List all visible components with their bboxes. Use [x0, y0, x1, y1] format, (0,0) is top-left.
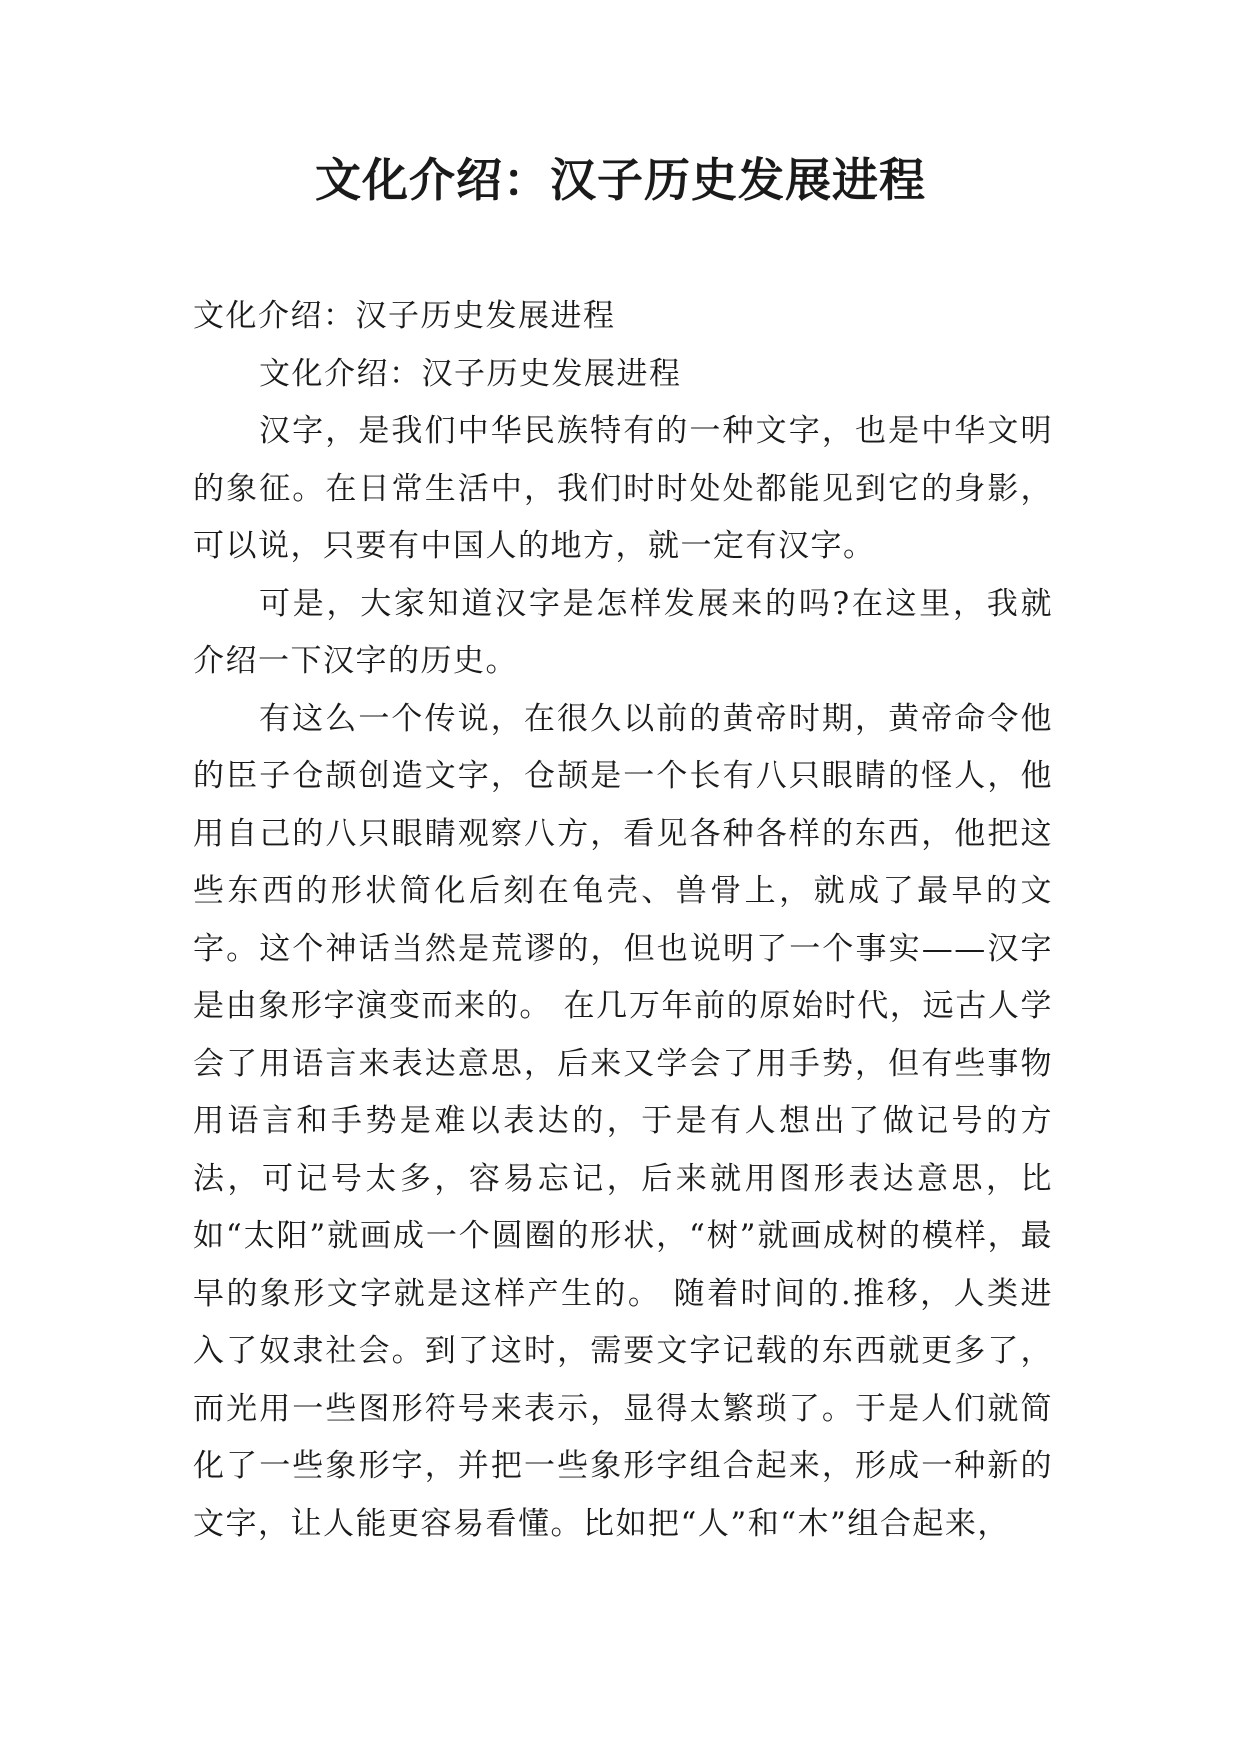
document-title: 文化介绍：汉子历史发展进程 [315, 153, 926, 207]
paragraph-subheading: 文化介绍：汉子历史发展进程 [259, 355, 682, 392]
paragraph: 有这么一个传说，在很久以前的黄帝时期，黄帝命令他的臣子仓颉创造文字，仓颉是一个长有八只眼睛的怪人，他用自己的八只眼睛观察八方，看见各种各样的东西，他把这些东西的形状简化后刻在龟壳、兽骨上，就成了最早的文字。这个神话当然是荒谬的，但也说明了一个事实——汉字是由象形字演变而来的。 在几万年前的原始时代，远古人学会了用语言来表达意思，后来又学会了用手势，但有些事物用语言和手势是难以表达的，于是有人想出了做记号的方法，可记号太多，容易忘记，后来就用图形表达意思，比如“太阳”就画成一个圆圈的形状，“树”就画成树的模样，最早的象形文字就是这样产生的。 随着时间的.推移，人类进入了奴隶社会。到了这时，需要文字记载的东西就更多了，而光用一些图形符号来表示，显得太繁琐了。于是人们就简化了一些象形字，并把一些象形字组合起来，形成一种新的文字，让人能更容易看懂。比如把“人”和“木”组合起来， [193, 700, 1053, 1542]
paragraph: 汉字，是我们中华民族特有的一种文字，也是中华文明的象征。在日常生活中，我们时时处处都能见到它的身影，可以说，只要有中国人的地方，就一定有汉字。 [193, 413, 1053, 564]
document-body [193, 288, 1053, 1553]
paragraph-heading: 文化介绍：汉子历史发展进程 [193, 298, 616, 334]
paragraph: 可是，大家知道汉字是怎样发展来的吗?在这里，我就介绍一下汉字的历史。 [193, 585, 1053, 679]
